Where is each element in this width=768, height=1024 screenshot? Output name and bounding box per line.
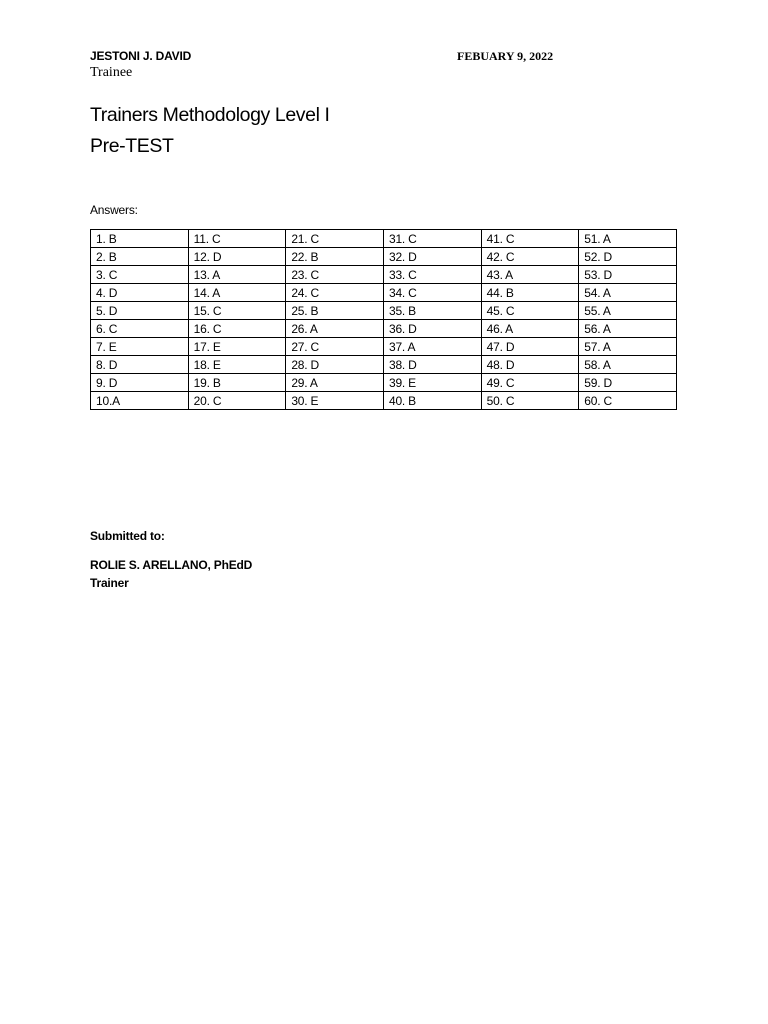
answer-cell: 54. A	[579, 284, 677, 302]
answer-cell: 39. E	[383, 374, 481, 392]
answer-cell: 31. C	[383, 230, 481, 248]
document-date: FEBUARY 9, 2022	[457, 49, 554, 63]
answer-cell: 60. C	[579, 392, 677, 410]
answer-cell: 2. B	[91, 248, 189, 266]
table-row	[91, 302, 677, 320]
answer-cell: 24. C	[286, 284, 384, 302]
table-row	[91, 392, 677, 410]
answer-cell: 9. D	[91, 374, 189, 392]
answer-cell: 33. C	[383, 266, 481, 284]
answer-cell: 41. C	[481, 230, 579, 248]
answer-cell: 23. C	[286, 266, 384, 284]
answer-cell: 10.A	[91, 392, 189, 410]
answers-table	[90, 229, 677, 410]
answer-cell: 19. B	[188, 374, 286, 392]
answer-cell: 50. C	[481, 392, 579, 410]
answer-cell: 51. A	[579, 230, 677, 248]
table-row	[91, 320, 677, 338]
table-row	[91, 374, 677, 392]
table-row	[91, 356, 677, 374]
answer-cell: 7. E	[91, 338, 189, 356]
answer-cell: 18. E	[188, 356, 286, 374]
trainee-name: JESTONI J. DAVID	[90, 49, 192, 63]
answer-cell: 48. D	[481, 356, 579, 374]
answer-cell: 15. C	[188, 302, 286, 320]
trainer-name: ROLIE S. ARELLANO, PhEdD	[90, 558, 253, 572]
document-title: Trainers Methodology Level I	[90, 104, 330, 126]
answer-cell: 49. C	[481, 374, 579, 392]
answer-cell: 53. D	[579, 266, 677, 284]
answer-cell: 32. D	[383, 248, 481, 266]
answer-cell: 55. A	[579, 302, 677, 320]
answer-cell: 42. C	[481, 248, 579, 266]
answer-cell: 43. A	[481, 266, 579, 284]
answer-cell: 11. C	[188, 230, 286, 248]
answer-cell: 58. A	[579, 356, 677, 374]
answer-cell: 57. A	[579, 338, 677, 356]
submitted-to-label: Submitted to:	[90, 529, 165, 543]
answer-cell: 36. D	[383, 320, 481, 338]
answer-cell: 29. A	[286, 374, 384, 392]
answer-cell: 3. C	[91, 266, 189, 284]
table-row	[91, 248, 677, 266]
answer-cell: 52. D	[579, 248, 677, 266]
answer-cell: 44. B	[481, 284, 579, 302]
answer-cell: 17. E	[188, 338, 286, 356]
table-row	[91, 230, 677, 248]
answer-cell: 46. A	[481, 320, 579, 338]
answer-cell: 26. A	[286, 320, 384, 338]
answer-cell: 40. B	[383, 392, 481, 410]
answer-cell: 56. A	[579, 320, 677, 338]
answers-label: Answers:	[90, 203, 138, 217]
answers-table-body	[91, 230, 677, 410]
table-row	[91, 266, 677, 284]
answer-cell: 38. D	[383, 356, 481, 374]
trainee-role: Trainee	[90, 65, 133, 80]
answer-cell: 59. D	[579, 374, 677, 392]
table-row	[91, 284, 677, 302]
answer-cell: 30. E	[286, 392, 384, 410]
answer-cell: 28. D	[286, 356, 384, 374]
answer-cell: 20. C	[188, 392, 286, 410]
answer-cell: 5. D	[91, 302, 189, 320]
answer-cell: 4. D	[91, 284, 189, 302]
table-row	[91, 338, 677, 356]
answer-cell: 45. C	[481, 302, 579, 320]
answer-cell: 12. D	[188, 248, 286, 266]
answer-cell: 8. D	[91, 356, 189, 374]
document-subtitle: Pre-TEST	[90, 135, 174, 157]
answer-cell: 16. C	[188, 320, 286, 338]
trainer-role: Trainer	[90, 576, 129, 590]
answer-cell: 14. A	[188, 284, 286, 302]
answer-cell: 34. C	[383, 284, 481, 302]
answer-cell: 22. B	[286, 248, 384, 266]
answer-cell: 13. A	[188, 266, 286, 284]
answer-cell: 37. A	[383, 338, 481, 356]
answer-cell: 27. C	[286, 338, 384, 356]
answer-cell: 6. C	[91, 320, 189, 338]
answer-cell: 35. B	[383, 302, 481, 320]
answer-cell: 21. C	[286, 230, 384, 248]
answer-cell: 47. D	[481, 338, 579, 356]
answer-cell: 1. B	[91, 230, 189, 248]
answer-cell: 25. B	[286, 302, 384, 320]
